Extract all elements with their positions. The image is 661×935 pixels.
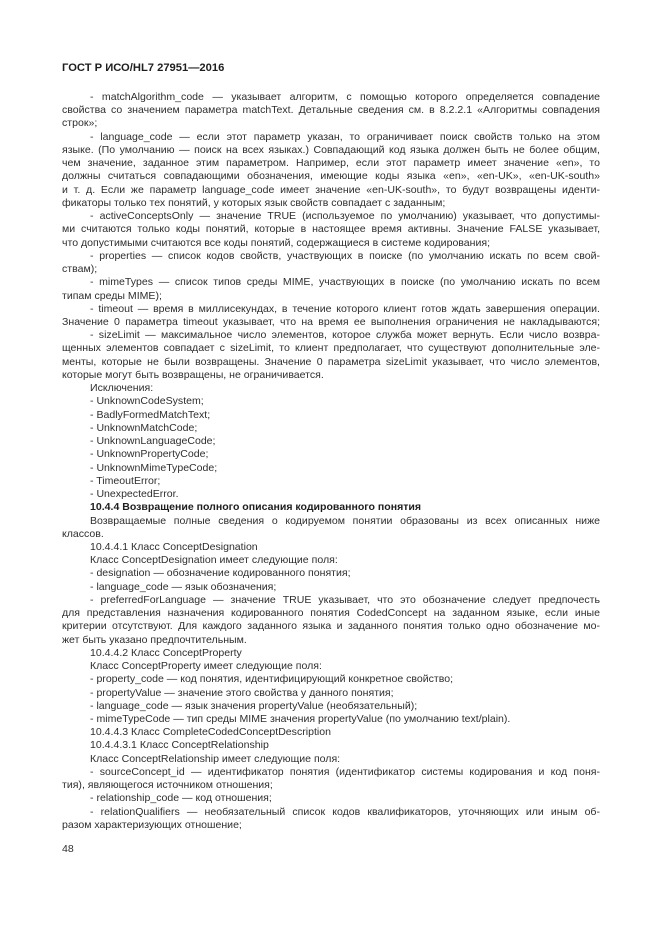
text-line: 10.4.4.3 Класс CompleteCodedConceptDescription <box>90 726 331 739</box>
text-line: - relationQualifiers — необязательный список кодов квалификаторов, уточняющих или иным об- <box>90 805 600 818</box>
text-line: которые могут быть возвращены, не ограничивается. <box>62 368 324 381</box>
text-line: строк»; <box>62 117 98 130</box>
text-line: жет быть указано предпочтительным. <box>62 633 247 646</box>
text-line: критерии отсутствуют. Для каждого заданного языка и заданного понятия только одно обозначение мо- <box>62 620 600 633</box>
text-line: - UnexpectedError. <box>90 488 179 501</box>
text-line: - relationship_code — код отношения; <box>90 792 272 805</box>
text-line: Возвращаемые полные сведения о кодируемом понятии образованы из всех описанных ниже <box>90 514 600 527</box>
text-line: разом характеризующих отношение; <box>62 818 242 831</box>
text-line: - preferredForLanguage — значение TRUE указывает, что это обозначение следует предпочесть <box>90 593 600 606</box>
text-line: - activeConceptsOnly — значение TRUE (используемое по умолчанию) указывает, что допустимы- <box>90 210 600 223</box>
text-line: 10.4.4.2 Класс ConceptProperty <box>90 646 242 659</box>
text-line: - language_code — язык обозначения; <box>90 580 277 593</box>
text-line: - property_code — код понятия, идентифицирующий конкретное свойство; <box>90 673 454 686</box>
text-line: - BadlyFormedMatchText; <box>90 408 211 421</box>
text-line: Класс ConceptProperty имеет следующие поля: <box>90 660 322 673</box>
text-line: - UnknownMimeTypeCode; <box>90 461 218 474</box>
text-line: щенных элементов совпадает с sizeLimit, то клиент предполагает, что существуют дополнительные эле- <box>62 342 600 355</box>
document-body <box>62 91 600 832</box>
text-line: Значение 0 параметра timeout указывает, что на время ее выполнения ограничения не накладываются; <box>62 315 600 328</box>
text-line: - UnknownLanguageCode; <box>90 435 216 448</box>
text-line: - timeout — время в миллисекундах, в течение которого клиент готов ждать завершения операции. <box>90 302 600 315</box>
text-line: ствам); <box>62 263 98 276</box>
text-line: тия), являющегося источником отношения; <box>62 779 273 792</box>
text-line: Класс ConceptRelationship имеет следующие поля: <box>90 752 341 765</box>
text-line: - propertyValue — значение этого свойства у данного понятия; <box>90 686 394 699</box>
text-line: для представления назначения кодированного понятия CodedConcept на заданном языке, если иные <box>62 607 600 620</box>
text-line: языке. (По умолчанию — поиск на всех языках.) Совпадающий код языка должен быть не более общим, <box>62 143 600 156</box>
text-line: должны считаться совпадающими обозначения, имеющие коды языка «en», «en-UK», «en-UK-south» <box>62 170 600 183</box>
text-line: и т. д. Если же параметр language_code имеет значение «en-UK-south», то будут возвращены иденти- <box>62 183 600 196</box>
text-line: - properties — список кодов свойств, участвующих в поиске (по умолчанию искать по всем свой- <box>90 249 600 262</box>
page-number: 48 <box>62 843 74 855</box>
section-heading: 10.4.4 Возвращение полного описания кодированного понятия <box>90 501 422 514</box>
text-line: что допустимыми считаются все коды понятий, содержащиеся в системе кодирования; <box>62 236 491 249</box>
text-line: - UnknownMatchCode; <box>90 421 198 434</box>
text-line: Класс ConceptDesignation имеет следующие поля: <box>90 554 338 567</box>
text-line: - sizeLimit — максимальное число элементов, которое служба может вернуть. Если число возвра- <box>90 329 600 342</box>
text-line: - language_code — если этот параметр указан, то ограничивает поиск свойств только на этом <box>90 130 600 143</box>
text-line: - matchAlgorithm_code — указывает алгоритм, с помощью которого определяется совпадение <box>90 91 600 103</box>
text-line: фикаторы только тех понятий, у которых язык свойств совпадает с заданным; <box>62 196 446 209</box>
text-line: классов. <box>62 527 104 540</box>
text-line: свойства со значением параметра matchText. Детальные сведения см. в 8.2.2.1 «Алгоритмы совпадения <box>62 104 600 117</box>
text-line: - UnknownPropertyCode; <box>90 448 209 461</box>
text-line: - UnknownCodeSystem; <box>90 395 204 408</box>
text-line: - sourceConcept_id — идентификатор понятия (идентификатор системы кодирования и код поня- <box>90 765 600 778</box>
text-line: менты, которые не были возвращены. Значение 0 параметра sizeLimit указывает, что число элементов, <box>62 355 600 368</box>
document-header: ГОСТ Р ИСО/HL7 27951—2016 <box>62 62 225 74</box>
text-line: - TimeoutError; <box>90 474 161 487</box>
text-line: чем значение, заданное этим параметром. Например, если этот параметр имеет значение «en», то <box>62 157 600 170</box>
text-line: - designation — обозначение кодированного понятия; <box>90 567 351 580</box>
text-line: 10.4.4.1 Класс ConceptDesignation <box>90 540 258 553</box>
text-line: Исключения: <box>90 382 154 395</box>
text-line: ми считаются только коды понятий, которые в настоящее время активны. Значение FALSE указывает, <box>62 223 600 236</box>
text-line: - mimeTypeCode — тип среды MIME значения propertyValue (по умолчанию text/plain). <box>90 713 511 726</box>
text-line: - language_code — язык значения propertyValue (необязательный); <box>90 699 418 712</box>
text-line: - mimeTypes — список типов среды MIME, участвующих в поиске (по умолчанию искать по всем <box>90 276 600 289</box>
text-line: типам среды MIME); <box>62 289 162 302</box>
text-line: 10.4.4.3.1 Класс ConceptRelationship <box>90 739 269 752</box>
